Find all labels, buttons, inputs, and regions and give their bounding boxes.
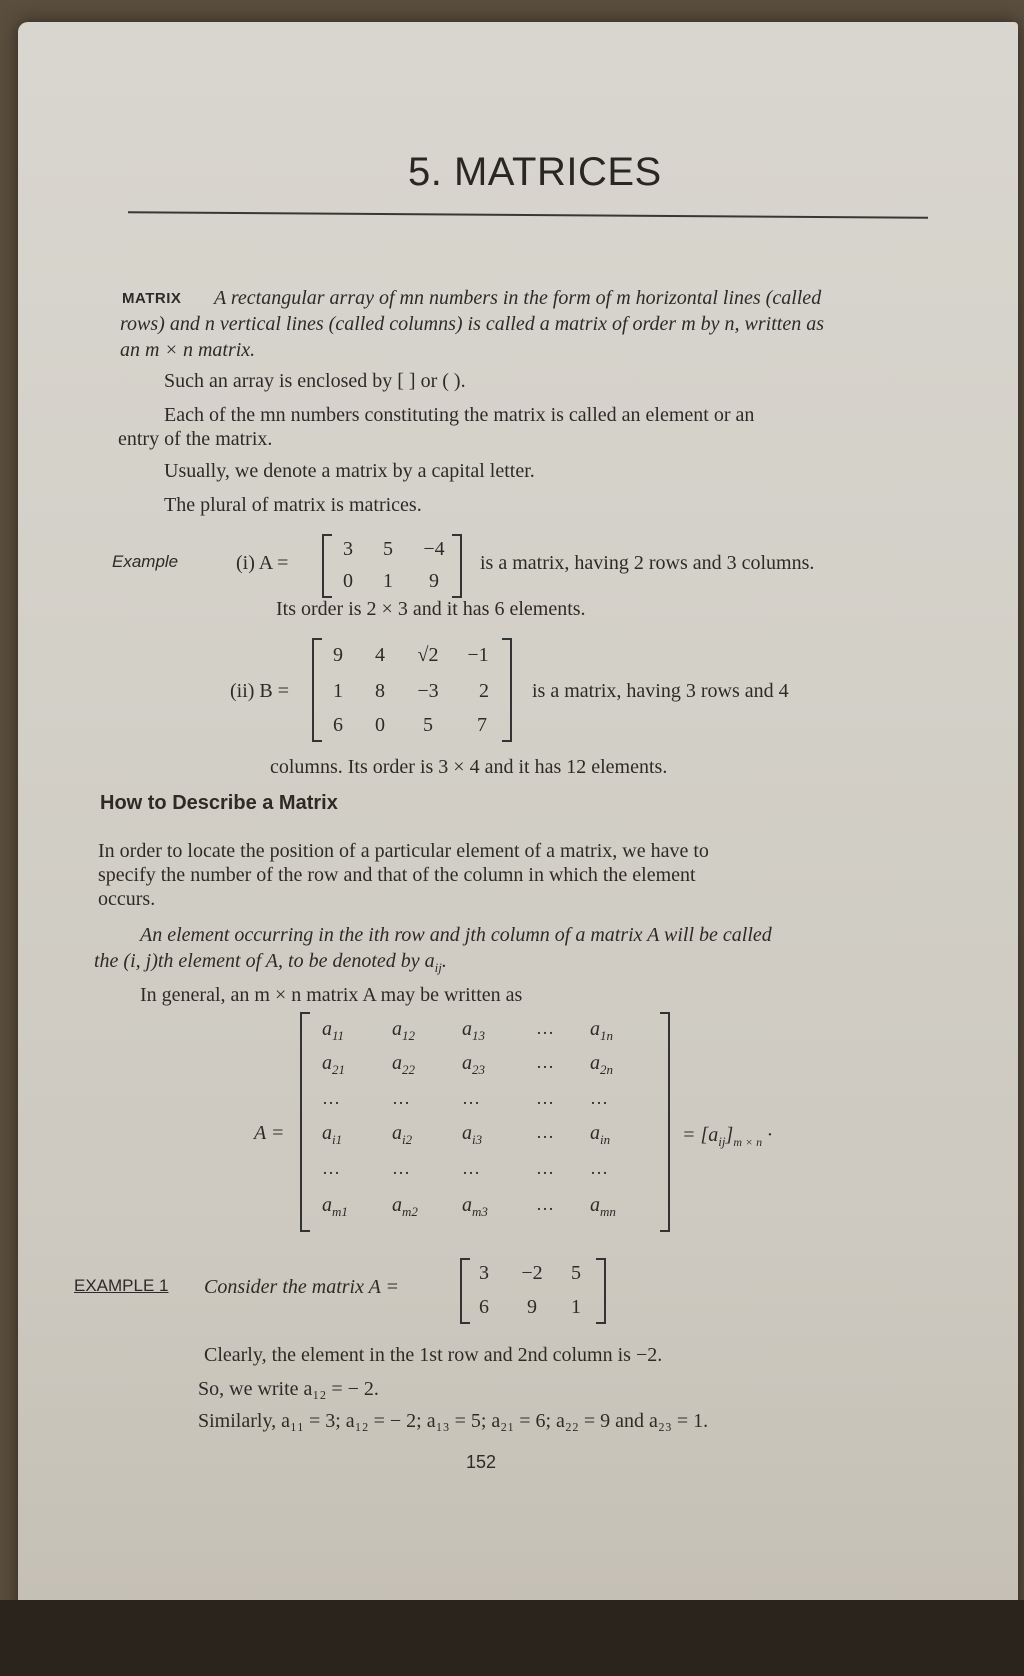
definition-line-1: A rectangular array of mn numbers in the form of m horizontal lines (called xyxy=(214,287,822,309)
book-page xyxy=(18,22,1018,1642)
general-matrix-cell: … xyxy=(392,1158,412,1178)
general-matrix-cell: $a_{23}$ xyxy=(462,1052,485,1077)
matrix-b-cell: 5 xyxy=(423,714,433,736)
example-1-intro: Consider the matrix A = xyxy=(204,1276,399,1298)
example-label: Example xyxy=(112,552,179,571)
section-paragraph-2b: the (i, j)th element of A, to be denoted by $a_{ij}$. xyxy=(94,950,447,975)
example-1-matrix-cell: 9 xyxy=(527,1296,537,1318)
example-1-matrix-cell: 1 xyxy=(571,1296,581,1318)
definition-line-3: an m × n matrix. xyxy=(120,339,256,361)
example-i-order: Its order is 2 × 3 and it has 6 elements. xyxy=(276,598,586,620)
general-matrix-cell: … xyxy=(322,1158,342,1178)
general-matrix-cell: $a_{13}$ xyxy=(462,1018,485,1043)
general-matrix-cell: $a_{i1}$ xyxy=(322,1122,343,1147)
page-number: 152 xyxy=(466,1452,497,1472)
general-matrix-cell: … xyxy=(536,1088,556,1108)
example-1-matrix xyxy=(460,1258,606,1324)
matrix-a-cell: 0 xyxy=(343,570,353,592)
general-matrix-cell: $a_{i2}$ xyxy=(392,1122,413,1147)
general-matrix-rhs: = $[a_{ij}]_{m \times n}$ · xyxy=(682,1124,773,1149)
matrix-b-cell: √2 xyxy=(417,644,439,666)
definition-label: MATRIX xyxy=(122,290,182,307)
matrix-a-cell: 1 xyxy=(383,570,393,592)
general-matrix-cell: … xyxy=(462,1158,482,1178)
paragraph-element-2: entry of the matrix. xyxy=(118,428,273,450)
matrix-b xyxy=(312,638,512,742)
general-matrix-label: A = xyxy=(254,1122,285,1144)
general-matrix-cell: … xyxy=(536,1018,556,1038)
general-matrix-cell: $a_{m2}$ xyxy=(392,1194,418,1219)
matrix-b-cell: 4 xyxy=(375,644,385,666)
matrix-b-cell: 1 xyxy=(333,680,343,702)
general-matrix-cell: … xyxy=(462,1088,482,1108)
section-paragraph-1c: occurs. xyxy=(98,888,156,910)
matrix-a-cell: 9 xyxy=(429,570,439,592)
paragraph-capital-letter: Usually, we denote a matrix by a capital letter. xyxy=(164,460,535,482)
general-matrix-cell: $a_{mn}$ xyxy=(590,1194,616,1219)
matrix-a xyxy=(322,534,462,598)
example-1-matrix-cell: −2 xyxy=(521,1262,543,1284)
general-matrix-cell: $a_{22}$ xyxy=(392,1052,415,1077)
matrix-b-cell: −3 xyxy=(417,680,439,702)
matrix-a-cell: 5 xyxy=(383,538,393,560)
section-heading: How to Describe a Matrix xyxy=(100,792,338,814)
example-1-matrix-cell: 6 xyxy=(479,1296,489,1318)
general-matrix-cell: … xyxy=(536,1052,556,1072)
matrix-b-cell: 9 xyxy=(333,644,343,666)
paragraph-plural: The plural of matrix is matrices. xyxy=(164,494,422,516)
section-paragraph-1b: specify the number of the row and that of the column in which the element xyxy=(98,864,696,886)
general-matrix-cell: $a_{2n}$ xyxy=(590,1052,613,1077)
matrix-b-cell: 7 xyxy=(477,714,487,736)
example-1-matrix-cell: 3 xyxy=(479,1262,489,1284)
section-paragraph-1a: In order to locate the position of a particular element of a matrix, we have to xyxy=(98,840,709,862)
general-matrix-cell: … xyxy=(322,1088,342,1108)
general-matrix-cell: … xyxy=(590,1158,610,1178)
general-matrix-cell: $a_{m3}$ xyxy=(462,1194,488,1219)
general-matrix-cell: $a_{m1}$ xyxy=(322,1194,348,1219)
general-matrix-cell: … xyxy=(536,1158,556,1178)
matrix-b-cell: 6 xyxy=(333,714,343,736)
matrix-a-cell: 3 xyxy=(343,538,353,560)
matrix-b-cell: 8 xyxy=(375,680,385,702)
matrix-b-cell: −1 xyxy=(467,644,489,666)
matrix-a-cell: −4 xyxy=(423,538,445,560)
chapter-title: 5. MATRICES xyxy=(408,150,662,194)
table-surface xyxy=(0,1600,1024,1676)
section-paragraph-3: In general, an m × n matrix A may be written as xyxy=(140,984,523,1006)
example-i-label: (i) A = xyxy=(236,552,289,574)
example-1-line-2: So, we write a₁₂ = − 2. xyxy=(198,1378,379,1400)
definition-line-2: rows) and n vertical lines (called columns) is called a matrix of order m by n, written as xyxy=(120,313,824,335)
general-matrix-cell: $a_{i3}$ xyxy=(462,1122,483,1147)
example-ii-order: columns. Its order is 3 × 4 and it has 12 elements. xyxy=(270,756,668,778)
example-i-text: is a matrix, having 2 rows and 3 columns. xyxy=(480,552,815,574)
example-1-label: EXAMPLE 1 xyxy=(74,1276,169,1295)
example-1-line-3: Similarly, a₁₁ = 3; a₁₂ = − 2; a₁₃ = 5; a₂₁ = 6; a₂₂ = 9 and a₂₃ = 1. xyxy=(198,1410,709,1432)
paragraph-brackets: Such an array is enclosed by [ ] or ( ). xyxy=(164,370,466,392)
general-matrix-cell: $a_{11}$ xyxy=(322,1018,345,1043)
general-matrix-cell: … xyxy=(536,1122,556,1142)
matrix-b-cell: 2 xyxy=(479,680,489,702)
general-matrix-cell: $a_{1n}$ xyxy=(590,1018,613,1043)
matrix-b-cell: 0 xyxy=(375,714,385,736)
general-matrix-cell: … xyxy=(590,1088,610,1108)
general-matrix-cell: … xyxy=(392,1088,412,1108)
general-matrix-cell: $a_{12}$ xyxy=(392,1018,415,1043)
general-matrix-cell: $a_{21}$ xyxy=(322,1052,345,1077)
section-paragraph-2a: An element occurring in the ith row and jth column of a matrix A will be called xyxy=(140,924,772,946)
general-matrix-cell: … xyxy=(536,1194,556,1214)
example-ii-text: is a matrix, having 3 rows and 4 xyxy=(532,680,789,702)
example-1-matrix-cell: 5 xyxy=(571,1262,581,1284)
general-matrix xyxy=(300,1012,670,1232)
example-1-line-1: Clearly, the element in the 1st row and 2nd column is −2. xyxy=(204,1344,663,1366)
paragraph-element-1: Each of the mn numbers constituting the matrix is called an element or an xyxy=(164,404,755,426)
example-ii-label: (ii) B = xyxy=(230,680,290,702)
general-matrix-cell: $a_{in}$ xyxy=(590,1122,611,1147)
title-underline xyxy=(128,211,928,219)
